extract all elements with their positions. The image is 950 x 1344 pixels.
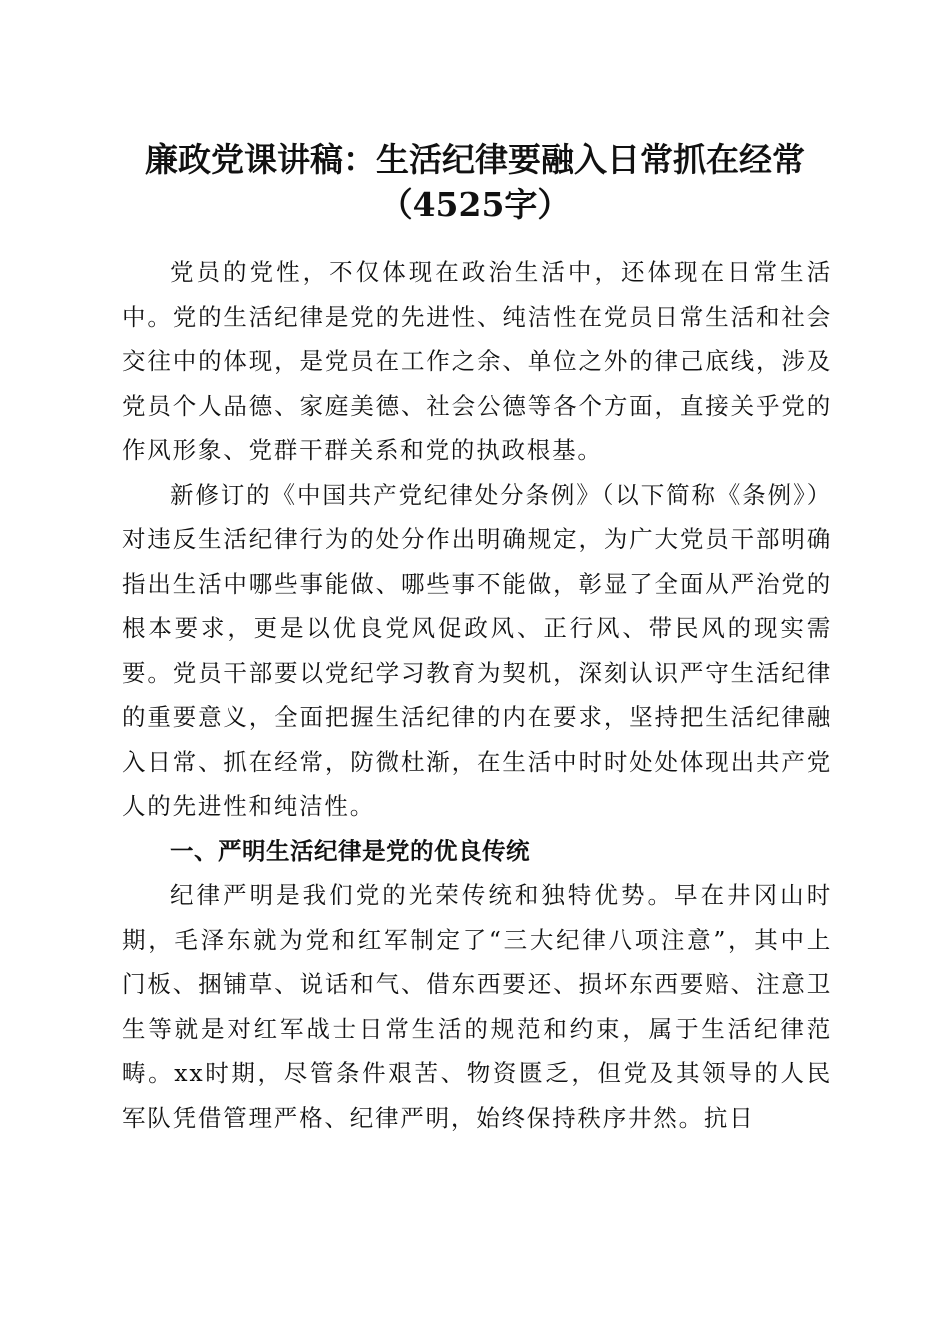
paragraph-intro: 党员的党性，不仅体现在政治生活中，还体现在日常生活中。党的生活纪律是党的先进性、纯洁性在党员日常生活和社会交往中的体现，是党员在工作之余、单位之外的律己底线，涉及党员个人品德、家庭美德、社会公德等各个方面，直接关乎党的作风形象、党群干群关系和党的执政根基。 xyxy=(122,258,832,464)
paragraph-section-1: 纪律严明是我们党的光荣传统和独特优势。早在井冈山时期，毛泽东就为党和红军制定了“三大纪律八项注意”，其中上门板、捆铺草、说话和气、借东西要还、损坏东西要赔、注意卫生等就是对红军战士日常生活的规范和约束，属于生活纪律范畴。xx时期，尽管条件艰苦、物资匮乏，但党及其领导的人民军队凭借管理严格、纪律严明，始终保持秩序井然。抗日 xyxy=(122,881,832,1132)
section-heading-1: 一、严明生活纪律是党的优良传统 xyxy=(170,836,530,865)
document-body xyxy=(122,250,832,1140)
document-title-word-count: （4525字） xyxy=(379,185,571,224)
paragraph-regulation: 新修订的《中国共产党纪律处分条例》（以下简称《条例》）对违反生活纪律行为的处分作出明确规定，为广大党员干部明确指出生活中哪些事能做、哪些事不能做，彰显了全面从严治党的根本要求，更是以优良党风促政风、正行风、带民风的现实需要。党员干部要以党纪学习教育为契机，深刻认识严守生活纪律的重要意义，全面把握生活纪律的内在要求，坚持把生活纪律融入日常、抓在经常，防微杜渐，在生活中时时处处体现出共产党人的先进性和纯洁性。 xyxy=(122,480,832,820)
document-title: 廉政党课讲稿：生活纪律要融入日常抓在经常 xyxy=(145,140,805,179)
